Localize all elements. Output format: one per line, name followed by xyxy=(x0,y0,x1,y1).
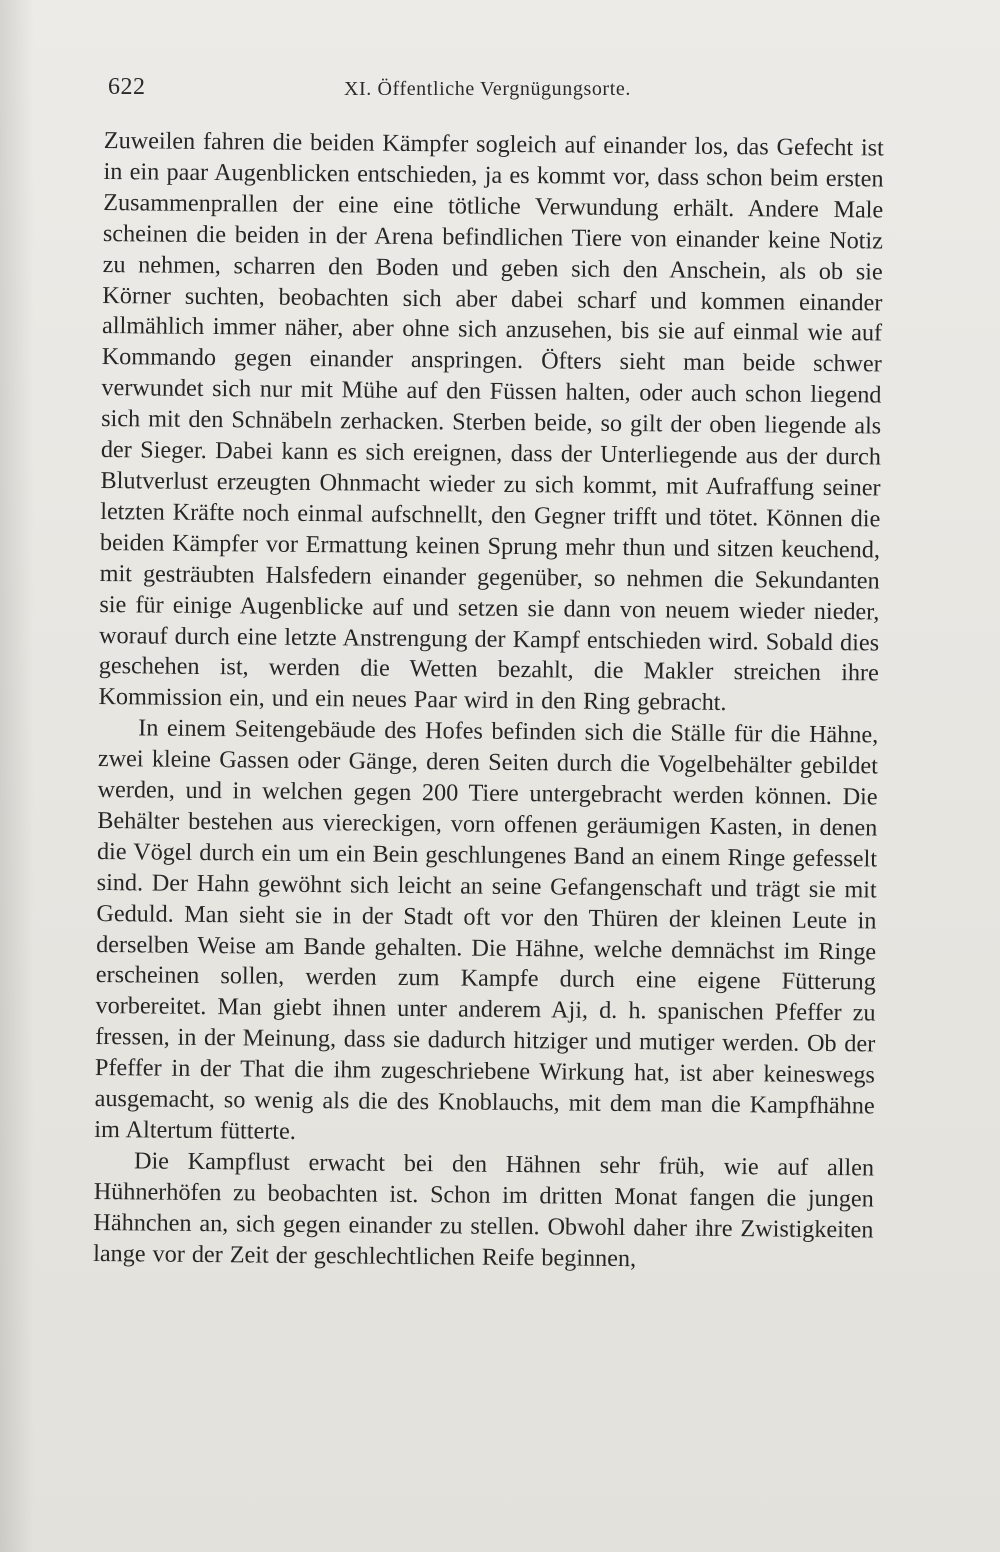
page-header xyxy=(108,74,888,108)
gutter-shadow xyxy=(0,0,34,1552)
page-number: 622 xyxy=(108,74,146,100)
paragraph-2: In einem Seitengebäude des Hofes befinden sich die Ställe für die Hähne, zwei kleine Gassen oder Gänge, deren Seiten durch die Vogelbehälter gebildet werden, und in welchen gegen 200 Tiere untergebracht werden können. Die Behälter bestehen aus viereckigen, vorn offenen geräumigen Kasten, in denen die Vögel durch ein um ein Bein geschlungenes Band an einem Ringe gefesselt sind. Der Hahn gewöhnt sich leicht an seine Gefangenschaft und trägt sie mit Geduld. Man sieht sie in der Stadt oft vor den Thüren der kleinen Leute in derselben Weise am Bande gehalten. Die Hähne, welche demnächst im Ringe erscheinen sollen, werden zum Kampfe durch eine eigene Fütterung vorbereitet. Man giebt ihnen unter anderem Aji, d. h. spanischen Pfeffer zu fressen, in der Meinung, dass sie dadurch hitziger und mutiger werden. Ob der Pfeffer in der That die ihm zugeschriebene Wirkung hat, ist aber keineswegs ausgemacht, so wenig als die des Knoblauchs, mit dem man die Kampfhähne im Altertum fütterte. xyxy=(94,714,879,1145)
running-head: XI. Öffentliche Vergnügungsorte. xyxy=(344,78,631,100)
paragraph-3: Die Kampflust erwacht bei den Hähnen sehr früh, wie auf allen Hühnerhöfen zu beobachten ist. Schon im dritten Monat fangen die jungen Hähnchen an, sich gegen einander zu stellen. Obwohl daher ihre Zwistigkeiten lange vor der Zeit der geschlechtlichen Reife beginnen, xyxy=(93,1147,875,1272)
body-text xyxy=(93,126,884,1277)
paragraph-1: Zuweilen fahren die beiden Kämpfer sogleich auf einander los, das Gefecht ist in ein paar Augenblicken entschieden, ja es kommt vor, dass schon beim ersten Zusammenprallen der eine eine tötliche Verwundung erhält. Andere Male scheinen die beiden in der Arena befindlichen Tiere von einander keine Notiz zu nehmen, scharren den Boden und geben sich den Anschein, als ob sie Körner suchten, beobachten sich aber dabei scharf und kommen einander allmählich immer näher, aber ohne sich anzusehen, bis sie auf einmal wie auf Kommando gegen einander anspringen. Öfters sieht man beide schwer verwundet sich nur mit Mühe auf den Füssen halten, oder auch schon liegend sich mit den Schnäbeln zerhacken. Sterben beide, so gilt der oben liegende als der Sieger. Dabei kann es sich ereignen, dass der Unterliegende aus der durch Blutverlust erzeugten Ohnmacht wieder zu sich kommt, mit Aufraffung seiner letzten Kräfte noch einmal aufschnellt, den Gegner trifft und tötet. Können die beiden Kämpfer vor Ermattung keinen Sprung mehr thun und sitzen keuchend, mit gesträubten Halsfedern einander gegenüber, so nehmen die Sekundanten sie für einige Augenblicke auf und setzen sie dann von neuem wieder nieder, worauf durch eine letzte Anstrengung der Kampf entschieden wird. Sobald dies geschehen ist, werden die Wetten bezahlt, die Makler streichen ihre Kommission ein, und ein neues Paar wird in den Ring gebracht. xyxy=(98,126,884,717)
